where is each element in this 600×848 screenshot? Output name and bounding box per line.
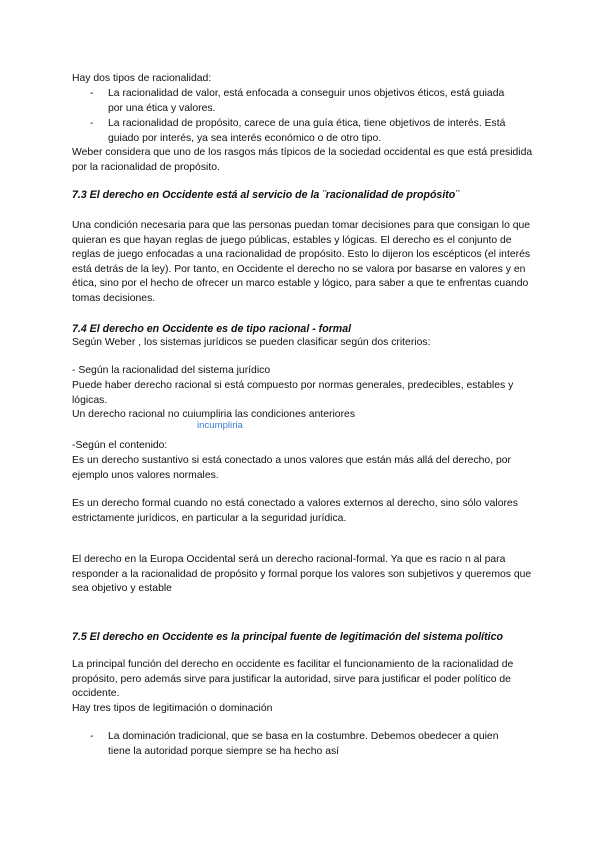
weber-paragraph: Weber considera que uno de los rasgos más típicos de la sociedad occidental es que está presidida por la racionalidad de propósito. (72, 147, 533, 173)
list-item (90, 87, 530, 117)
intro-text: Hay dos tipos de racionalidad: (72, 73, 212, 84)
bullet-dash: - (90, 88, 94, 99)
list-item (90, 730, 530, 760)
section-heading-7-5: 7.5 El derecho en Occidente es la principal fuente de legitimación del sistema político (72, 631, 503, 643)
list-item-text: La dominación tradicional, que se basa en la costumbre. Debemos obedecer a quien tiene la autoridad porque siempre se ha hecho así (108, 731, 499, 757)
section-heading-7-3: 7.3 El derecho en Occidente está al servicio de la ¨racionalidad de propósito¨ (72, 189, 459, 201)
formal-paragraph: Es un derecho formal cuando no está conectado a valores externos al derecho, sino sólo valores estrictamente jurídicos, en particular a la seguridad jurídica. (72, 498, 518, 524)
list-item (90, 117, 530, 147)
correction-annotation: incumpliria (197, 420, 243, 431)
section-7-3-paragraph: Una condición necesaria para que las personas puedan tomar decisiones para que consigan lo que quieran es que hayan reglas de juego públicas, estables y lógicas. El derecho es el conjunto de reglas de juego enfocadas a una racionalidad de propósito. Esto lo dijeron los escépticos (el interés está detrás de la ley). Por tanto, en Occidente el derecho no se valora por basarse en valores y en ética, sino por el hecho de ofrecer un marco estable y lógico, para saber a que te enfrentas cuando tomas decisiones. (72, 220, 531, 304)
bullet-dash: - (90, 118, 94, 129)
criterion-2-text: Es un derecho sustantivo si está conectado a unos valores que están más allá del derecho, por ejemplo unos valores normales. (72, 455, 511, 481)
section-7-4-intro: Según Weber , los sistemas jurídicos se pueden clasificar según dos criterios: (72, 337, 431, 348)
criterion-1-last-line: Un derecho racional no cuiumpliria las condiciones anteriores (72, 409, 356, 420)
list-item-text: La racionalidad de valor, está enfocada a conseguir unos objetivos éticos, está guiada por una ética y valores. (108, 88, 505, 114)
section-7-5-paragraph: La principal función del derecho en occidente es facilitar el funcionamiento de la racionalidad de propósito, pero además sirve para justificar la autoridad, sirve para justificar el poder político de occidente. (72, 659, 514, 700)
europa-paragraph: El derecho en la Europa Occidental será un derecho racional-formal. Ya que es racio n al para responder a la racionalidad de propósito y formal porque los valores son subjetivos y queremos que sea objetivo y estable (72, 554, 532, 595)
bullet-dash: - (90, 731, 94, 742)
section-7-5-subtext: Hay tres tipos de legitimación o dominación (72, 703, 273, 714)
criterion-2-title: -Según el contenido: (72, 440, 168, 451)
criterion-1-text: Puede haber derecho racional si está compuesto por normas generales, predecibles, estables y lógicas. (72, 380, 514, 406)
criterion-1-title: - Según la racionalidad del sistema jurídico (72, 365, 271, 376)
list-item-text: La racionalidad de propósito, carece de una guía ética, tiene objetivos de interés. Está guiado por interés, ya sea interés económico o de otro tipo. (108, 118, 506, 144)
section-heading-7-4: 7.4 El derecho en Occidente es de tipo racional - formal (72, 323, 352, 335)
